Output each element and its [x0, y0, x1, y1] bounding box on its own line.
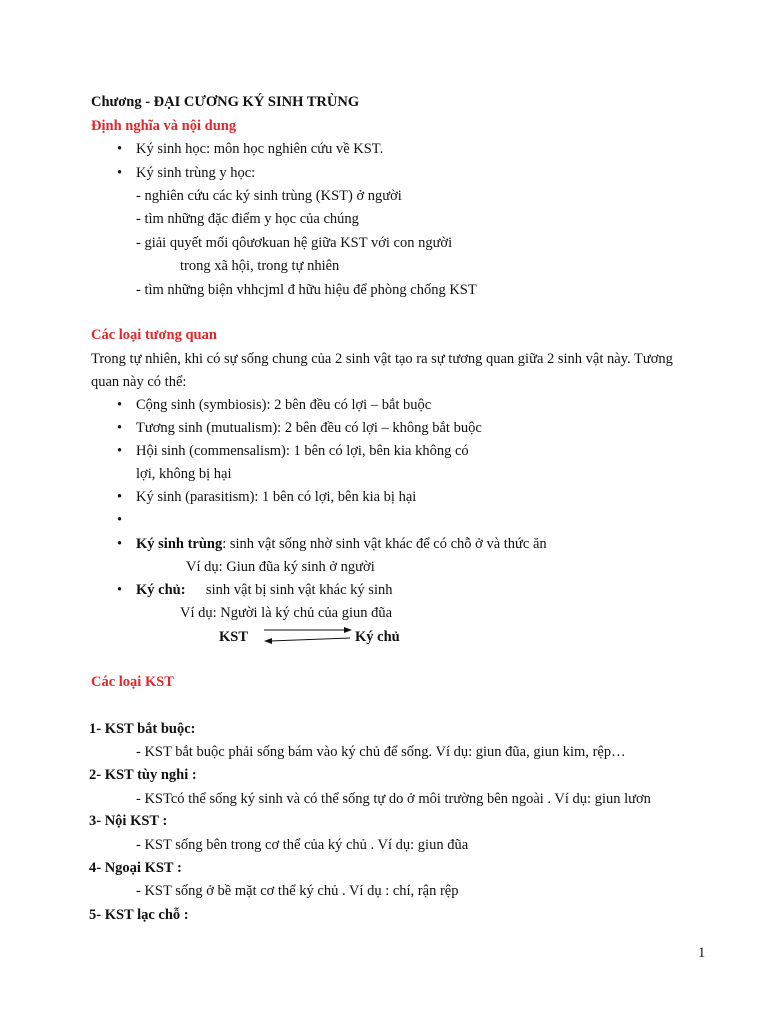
list-item: Ký sinh (parasitism): 1 bên có lợi, bên kia bị hại	[136, 489, 417, 505]
arrow-right-head	[344, 627, 352, 633]
type-description: - KST sống bên trong cơ thể của ký chủ . Ví dụ: giun đũa	[136, 837, 469, 853]
list-item: Tương sinh (mutualism): 2 bên đều có lợi – không bắt buộc	[136, 420, 482, 436]
paragraph-line: quan này có thể:	[91, 374, 187, 390]
term-parasite-definition: : sinh vật sống nhờ sinh vật khác để có chỗ ở và thức ăn	[222, 536, 547, 552]
bullet-dot: •	[117, 420, 123, 436]
type-title: 5- KST lạc chỗ :	[89, 907, 189, 923]
paragraph-line: Trong tự nhiên, khi có sự sống chung của 2 sinh vật tạo ra sự tương quan giữa 2 sinh vật này. Tương	[91, 351, 673, 367]
arrow-left-line	[270, 638, 350, 641]
list-item-continuation: lợi, không bị hại	[136, 466, 232, 482]
heading-relationships: Các loại tương quan	[91, 327, 217, 343]
bullet-dot: •	[117, 443, 123, 459]
type-title: 2- KST tùy nghi :	[89, 767, 197, 783]
sub-item: - tìm những biện vhhcjml đ hữu hiệu để phòng chống KST	[136, 282, 477, 298]
list-item: Hội sinh (commensalism): 1 bên có lợi, bên kia không có	[136, 443, 469, 459]
sub-item-continuation: trong xã hội, trong tự nhiên	[180, 258, 340, 274]
list-item: Cộng sinh (symbiosis): 2 bên đều có lợi – bắt buộc	[136, 397, 432, 413]
bullet-dot: •	[117, 536, 123, 552]
sub-item: - tìm những đặc điểm y học của chúng	[136, 211, 359, 227]
bullet-dot: •	[117, 141, 123, 157]
type-description: - KST bắt buộc phải sống bám vào ký chủ để sống. Ví dụ: giun đũa, giun kim, rệp…	[136, 744, 626, 760]
term-host: Ký chủ:	[136, 582, 186, 598]
bullet-dot: •	[117, 582, 123, 598]
type-title: 4- Ngoại KST :	[89, 860, 182, 876]
list-item: Ký sinh trùng y học:	[136, 165, 256, 181]
bullet-dot: •	[117, 165, 123, 181]
bullet-dot: •	[117, 489, 123, 505]
type-title: 3- Nội KST :	[89, 813, 168, 829]
page-number: 1	[698, 945, 706, 961]
sub-item: - giải quyết mối qôươkuan hệ giữa KST với con người	[136, 235, 453, 251]
term-parasite: Ký sinh trùng	[136, 536, 223, 552]
heading-kst-types: Các loại KST	[91, 674, 174, 690]
bullet-dot: •	[117, 397, 123, 413]
list-item: Ký sinh học: môn học nghiên cứu về KST.	[136, 141, 384, 157]
diagram-label-host: Ký chủ	[355, 629, 400, 645]
sub-item: - nghiên cứu các ký sinh trùng (KST) ở người	[136, 188, 402, 204]
arrow-left-head	[264, 638, 272, 644]
type-description: - KSTcó thể sống ký sinh và có thể sống tự do ở môi trường bên ngoài . Ví dụ: giun lươn	[136, 791, 651, 807]
bullet-dot: •	[117, 512, 123, 528]
term-host-definition: sinh vật bị sinh vật khác ký sinh	[206, 582, 393, 598]
type-title: 1- KST bắt buộc:	[89, 721, 196, 737]
definition-line	[136, 535, 547, 553]
example-line: Ví dụ: Người là ký chủ của giun đũa	[180, 605, 393, 621]
relationship-arrows	[262, 624, 354, 648]
example-line: Ví dụ: Giun đũa ký sinh ở người	[186, 559, 375, 575]
type-description: - KST sống ở bề mặt cơ thể ký chủ . Ví dụ : chí, rận rệp	[136, 883, 459, 899]
diagram-label-parasite: KST	[219, 629, 249, 645]
page-title: Chương - ĐẠI CƯƠNG KÝ SINH TRÙNG	[91, 94, 360, 110]
heading-definition: Định nghĩa và nội dung	[91, 118, 237, 134]
